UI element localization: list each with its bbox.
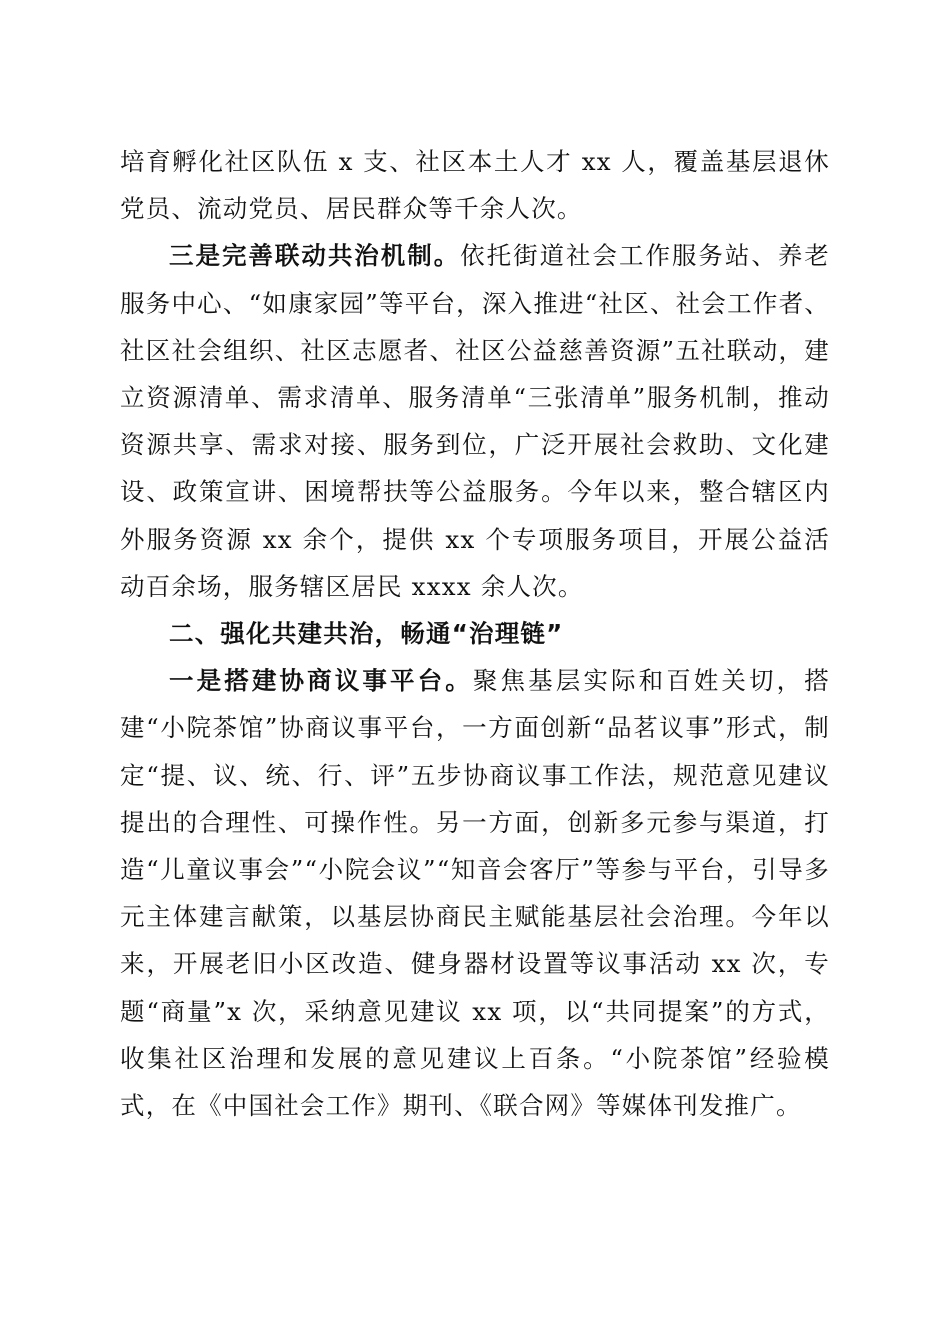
paragraph-text: 依托街道社会工作服务站、养老服务中心、“如康家园”等平台，深入推进“社区、社会工作者、社区社会组织、社区志愿者、社区公益慈善资源”五社联动，建立资源清单、需求清单、服务清单“三张清单”服务机制，推动资源共享、需求对接、服务到位，广泛开展社会救助、文化建设、政策宣讲、困境帮扶等公益服务。今年以来，整合辖区内外服务资源 xx 余个，提供 xx 个专项服务项目，开展公益活动百余场，服务辖区居民 xxxx 余人次。 xyxy=(120,241,830,601)
paragraph-text: 聚焦基层实际和百姓关切，搭建“小院茶馆”协商议事平台，一方面创新“品茗议事”形式，制定“提、议、统、行、评”五步协商议事工作法，规范意见建议提出的合理性、可操作性。另一方面，创新多元参与渠道，打造“儿童议事会”“小院会议”“知音会客厅”等参与平台，引导多元主体建言献策，以基层协商民主赋能基层社会治理。今年以来，开展老旧小区改造、健身器材设置等议事活动 xx 次，专题“商量”x 次，采纳意见建议 xx 项，以“共同提案”的方式，收集社区治理和发展的意见建议上百条。“小院茶馆”经验模式，在《中国社会工作》期刊、《联合网》等媒体刊发推广。 xyxy=(120,666,830,1121)
paragraph-continuation xyxy=(120,138,830,232)
paragraph-consultation-platform xyxy=(120,657,830,1129)
paragraph-linkage-mechanism xyxy=(120,232,830,610)
paragraph-lead: 三是完善联动共治机制。 xyxy=(169,241,461,271)
section-heading: 二、强化共建共治，畅通“治理链” xyxy=(169,619,564,649)
paragraph-text: 培育孵化社区队伍 x 支、社区本土人才 xx 人，覆盖基层退休党员、流动党员、居民群众等千余人次。 xyxy=(120,147,830,224)
document-body xyxy=(120,138,830,1129)
paragraph-lead: 一是搭建协商议事平台。 xyxy=(169,666,473,696)
